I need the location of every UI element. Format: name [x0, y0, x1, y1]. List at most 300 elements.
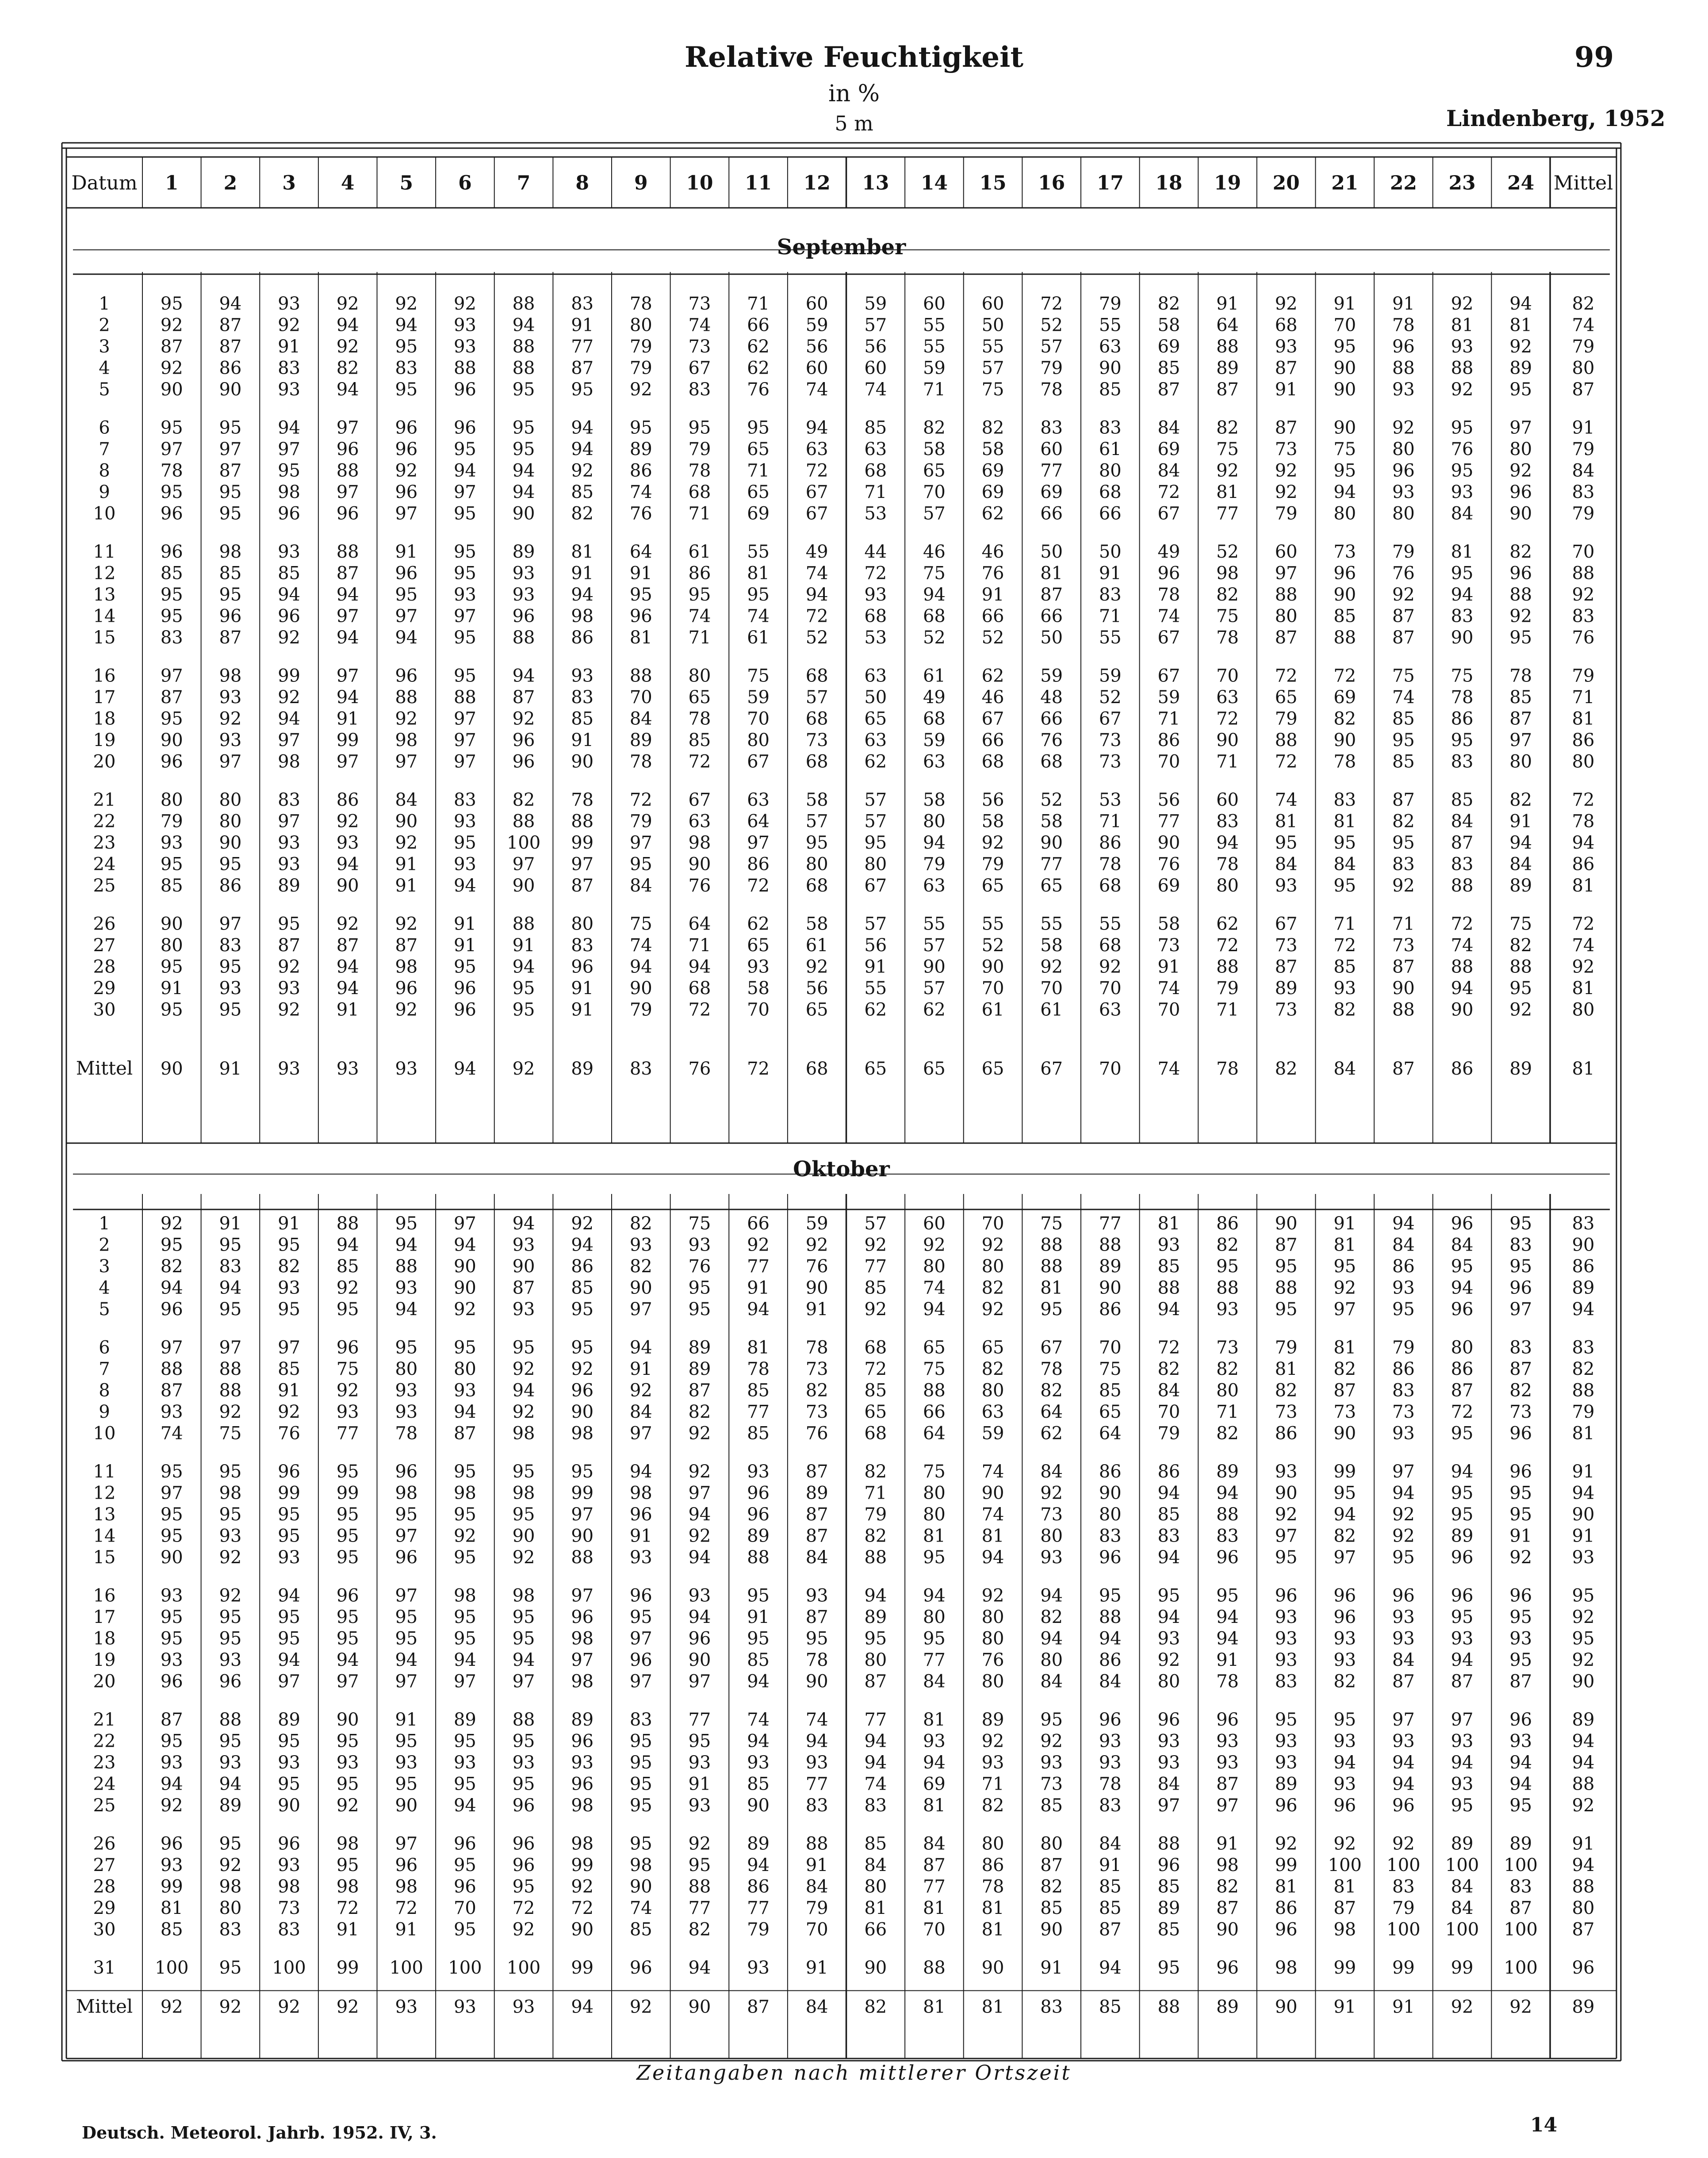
value-cell: 90: [1099, 358, 1122, 379]
value-cell: 99: [278, 666, 301, 686]
value-cell: 94: [1572, 1483, 1595, 1504]
value-cell: 88: [923, 1380, 946, 1401]
value-cell: 81: [1333, 1235, 1356, 1255]
value-cell: 75: [1099, 1359, 1122, 1379]
value-cell: 94: [1099, 1628, 1122, 1649]
value-cell: 95: [747, 585, 770, 605]
value-cell: 91: [395, 542, 418, 562]
value-cell: 96: [571, 1774, 594, 1795]
value-cell: 82: [1509, 1380, 1532, 1401]
value-cell: 52: [981, 628, 1004, 648]
value-cell: 94: [688, 1607, 711, 1627]
value-cell: 93: [453, 1752, 476, 1773]
value-cell: 96: [1157, 1710, 1180, 1730]
value-cell: 97: [1509, 417, 1532, 438]
date-cell: 14: [93, 606, 116, 627]
value-cell: 94: [1509, 1752, 1532, 1773]
value-cell: 88: [571, 1547, 594, 1568]
value-cell: 94: [512, 1380, 535, 1401]
value-cell: 79: [981, 854, 1004, 875]
value-cell: 89: [1509, 1833, 1532, 1854]
value-cell: 95: [1275, 1710, 1298, 1730]
value-cell: 93: [278, 1752, 301, 1773]
value-cell: 83: [1099, 417, 1122, 438]
value-cell: 94: [1392, 1774, 1415, 1795]
value-cell: 89: [1572, 1278, 1595, 1298]
value-cell: 58: [805, 790, 828, 810]
value-cell: 76: [981, 1650, 1004, 1670]
value-cell: 80: [923, 1607, 946, 1627]
value-cell: 95: [336, 1855, 359, 1875]
value-cell: 86: [1099, 1650, 1122, 1670]
value-cell: 93: [278, 1855, 301, 1875]
value-cell: 92: [160, 315, 183, 336]
value-cell: 71: [688, 628, 711, 648]
value-cell: 94: [1572, 1299, 1595, 1320]
value-cell: 95: [160, 1628, 183, 1649]
value-cell: 80: [1509, 439, 1532, 459]
value-cell: 93: [864, 585, 887, 605]
value-cell: 91: [747, 1278, 770, 1298]
value-cell: 75: [1333, 439, 1356, 459]
date-cell: 20: [93, 1671, 116, 1692]
value-cell: 97: [336, 751, 359, 772]
value-cell: 96: [1099, 1710, 1122, 1730]
value-cell: 63: [923, 751, 946, 772]
value-cell: 74: [864, 1774, 887, 1795]
value-cell: 93: [1392, 1628, 1415, 1649]
value-cell: 97: [747, 833, 770, 853]
value-cell: 95: [1451, 1504, 1474, 1525]
date-cell: 29: [93, 1898, 116, 1918]
value-cell: 69: [981, 482, 1004, 502]
value-cell: 88: [1275, 730, 1298, 750]
value-cell: 81: [923, 1898, 946, 1918]
value-cell: 97: [278, 811, 301, 832]
value-cell: 93: [981, 1752, 1004, 1773]
value-cell: 93: [1275, 1731, 1298, 1752]
mean-row-label: Mittel: [76, 1057, 133, 1079]
value-cell: 74: [629, 1898, 652, 1918]
value-cell: 63: [1099, 337, 1122, 357]
value-cell: 94: [336, 957, 359, 977]
value-cell: 91: [571, 315, 594, 336]
date-cell: 31: [93, 1958, 116, 1978]
value-cell: 90: [629, 1278, 652, 1298]
value-cell: 95: [395, 1628, 418, 1649]
value-cell: 92: [981, 1731, 1004, 1752]
value-cell: 74: [1572, 315, 1595, 336]
value-cell: 65: [1275, 687, 1298, 708]
value-cell: 75: [1216, 606, 1239, 627]
value-cell: 93: [160, 1650, 183, 1670]
value-cell: 95: [1509, 978, 1532, 999]
value-cell: 92: [1392, 417, 1415, 438]
value-cell: 80: [1572, 751, 1595, 772]
value-cell: 93: [512, 1752, 535, 1773]
value-cell: 90: [1333, 358, 1356, 379]
value-cell: 94: [278, 585, 301, 605]
value-cell: 79: [1572, 503, 1595, 524]
value-cell: 74: [805, 379, 828, 400]
value-cell: 86: [629, 460, 652, 481]
value-cell: 81: [1451, 542, 1474, 562]
value-cell: 91: [395, 1919, 418, 1940]
value-cell: 91: [571, 999, 594, 1020]
value-cell: 88: [1157, 1833, 1180, 1854]
value-cell: 90: [981, 1483, 1004, 1504]
value-cell: 87: [219, 628, 242, 648]
value-cell: 97: [1216, 1795, 1239, 1816]
value-cell: 85: [1157, 1919, 1180, 1940]
value-cell: 91: [1157, 957, 1180, 977]
value-cell: 90: [1572, 1235, 1595, 1255]
value-cell: 63: [1216, 687, 1239, 708]
value-cell: 94: [1451, 1278, 1474, 1298]
value-cell: 94: [571, 439, 594, 459]
value-cell: 92: [336, 1795, 359, 1816]
value-cell: 79: [629, 358, 652, 379]
value-cell: 81: [1333, 811, 1356, 832]
value-cell: 75: [629, 914, 652, 934]
value-cell: 95: [629, 1752, 652, 1773]
value-cell: 77: [1216, 503, 1239, 524]
value-cell: 66: [747, 315, 770, 336]
value-cell: 73: [1509, 1402, 1532, 1422]
value-cell: 97: [453, 1671, 476, 1692]
value-cell: 56: [864, 337, 887, 357]
value-cell: 95: [160, 606, 183, 627]
value-cell: 92: [336, 1380, 359, 1401]
value-cell: 89: [1099, 1256, 1122, 1277]
value-cell: 94: [336, 379, 359, 400]
value-cell: 96: [336, 503, 359, 524]
value-cell: 96: [629, 1585, 652, 1606]
value-cell: 72: [1333, 666, 1356, 686]
value-cell: 91: [1216, 1833, 1239, 1854]
value-cell: 94: [1572, 1731, 1595, 1752]
value-cell: 100: [1445, 1855, 1479, 1875]
value-cell: 87: [1333, 1380, 1356, 1401]
date-cell: 23: [93, 1752, 116, 1773]
value-cell: 92: [453, 1299, 476, 1320]
value-cell: 98: [453, 1483, 476, 1504]
value-cell: 97: [688, 1483, 711, 1504]
value-cell: 92: [571, 1213, 594, 1234]
value-cell: 66: [747, 1213, 770, 1234]
value-cell: 88: [1275, 585, 1298, 605]
value-cell: 91: [219, 1213, 242, 1234]
value-cell: 63: [747, 790, 770, 810]
mean-cell: 92: [629, 1997, 652, 2017]
value-cell: 81: [1157, 1213, 1180, 1234]
value-cell: 93: [336, 1402, 359, 1422]
value-cell: 70: [1099, 1337, 1122, 1358]
date-cell: 18: [93, 1628, 116, 1649]
value-cell: 81: [571, 542, 594, 562]
value-cell: 92: [395, 914, 418, 934]
value-cell: 72: [629, 790, 652, 810]
value-cell: 56: [1157, 790, 1180, 810]
mean-cell: 92: [1509, 1997, 1532, 2017]
value-cell: 98: [512, 1423, 535, 1444]
value-cell: 81: [1275, 1359, 1298, 1379]
value-cell: 94: [1040, 1585, 1063, 1606]
value-cell: 96: [1275, 1585, 1298, 1606]
value-cell: 85: [1392, 708, 1415, 729]
value-cell: 97: [571, 1504, 594, 1525]
value-cell: 87: [1392, 628, 1415, 648]
value-cell: 58: [1157, 315, 1180, 336]
mean-cell: 89: [1509, 1059, 1532, 1079]
value-cell: 57: [864, 1213, 887, 1234]
value-cell: 79: [629, 999, 652, 1020]
value-cell: 88: [512, 914, 535, 934]
value-cell: 77: [688, 1898, 711, 1918]
value-cell: 94: [629, 1337, 652, 1358]
value-cell: 58: [923, 790, 946, 810]
value-cell: 95: [219, 1504, 242, 1525]
value-cell: 94: [1572, 1752, 1595, 1773]
mean-cell: 83: [1040, 1997, 1063, 2017]
value-cell: 87: [336, 935, 359, 956]
value-cell: 68: [864, 460, 887, 481]
value-cell: 82: [1509, 790, 1532, 810]
value-cell: 65: [923, 460, 946, 481]
value-cell: 86: [571, 1256, 594, 1277]
value-cell: 55: [923, 315, 946, 336]
value-cell: 94: [747, 1855, 770, 1875]
value-cell: 71: [1216, 751, 1239, 772]
value-cell: 80: [1157, 1671, 1180, 1692]
value-cell: 94: [395, 1650, 418, 1670]
value-cell: 80: [805, 854, 828, 875]
value-cell: 95: [629, 1731, 652, 1752]
value-cell: 92: [1157, 1650, 1180, 1670]
value-cell: 72: [688, 999, 711, 1020]
value-cell: 98: [512, 1483, 535, 1504]
value-cell: 58: [1157, 914, 1180, 934]
value-cell: 73: [688, 294, 711, 314]
value-cell: 87: [1572, 379, 1595, 400]
value-cell: 95: [278, 1774, 301, 1795]
value-cell: 95: [1572, 1628, 1595, 1649]
date-cell: 16: [93, 1585, 116, 1606]
value-cell: 72: [1572, 914, 1595, 934]
value-cell: 86: [1099, 1462, 1122, 1482]
value-cell: 93: [1333, 1650, 1356, 1670]
value-cell: 95: [336, 1628, 359, 1649]
value-cell: 95: [1392, 730, 1415, 750]
value-cell: 95: [1451, 417, 1474, 438]
value-cell: 60: [923, 294, 946, 314]
footer-number: 14: [1530, 2114, 1558, 2136]
value-cell: 88: [512, 358, 535, 379]
value-cell: 90: [1099, 1278, 1122, 1298]
value-cell: 77: [923, 1876, 946, 1897]
value-cell: 71: [864, 482, 887, 502]
value-cell: 95: [864, 1628, 887, 1649]
value-cell: 76: [805, 1423, 828, 1444]
value-cell: 81: [1572, 876, 1595, 896]
value-cell: 93: [747, 1752, 770, 1773]
value-cell: 96: [571, 1380, 594, 1401]
value-cell: 50: [1040, 542, 1063, 562]
date-cell: 5: [99, 1299, 110, 1320]
value-cell: 83: [219, 935, 242, 956]
value-cell: 90: [512, 503, 535, 524]
value-cell: 95: [512, 1876, 535, 1897]
value-cell: 83: [1216, 1526, 1239, 1546]
value-cell: 57: [864, 914, 887, 934]
value-cell: 95: [688, 1278, 711, 1298]
value-cell: 94: [512, 482, 535, 502]
date-cell: 30: [93, 999, 116, 1020]
value-cell: 92: [278, 687, 301, 708]
value-cell: 68: [1099, 482, 1122, 502]
value-cell: 93: [1275, 337, 1298, 357]
value-cell: 55: [981, 914, 1004, 934]
value-cell: 74: [1275, 790, 1298, 810]
value-cell: 84: [805, 1547, 828, 1568]
value-cell: 92: [1509, 1547, 1532, 1568]
value-cell: 85: [688, 730, 711, 750]
value-cell: 88: [1451, 957, 1474, 977]
value-cell: 95: [805, 833, 828, 853]
value-cell: 95: [1451, 563, 1474, 584]
value-cell: 92: [1392, 1833, 1415, 1854]
value-cell: 88: [336, 460, 359, 481]
value-cell: 82: [981, 1795, 1004, 1816]
value-cell: 95: [219, 1299, 242, 1320]
value-cell: 77: [747, 1898, 770, 1918]
hour-header: 2: [223, 172, 237, 195]
value-cell: 95: [453, 1337, 476, 1358]
value-cell: 87: [1509, 1898, 1532, 1918]
value-cell: 98: [395, 1876, 418, 1897]
value-cell: 68: [864, 606, 887, 627]
value-cell: 87: [1392, 957, 1415, 977]
value-cell: 90: [512, 1256, 535, 1277]
value-cell: 67: [1040, 1337, 1063, 1358]
value-cell: 97: [453, 730, 476, 750]
value-cell: 88: [747, 1547, 770, 1568]
value-cell: 89: [1451, 1833, 1474, 1854]
value-cell: 92: [336, 337, 359, 357]
value-cell: 82: [864, 1462, 887, 1482]
value-cell: 90: [1216, 730, 1239, 750]
value-cell: 66: [1040, 503, 1063, 524]
value-cell: 92: [864, 1299, 887, 1320]
value-cell: 60: [864, 358, 887, 379]
hour-header: 13: [862, 172, 889, 195]
value-cell: 95: [1509, 1650, 1532, 1670]
value-cell: 85: [1040, 1795, 1063, 1816]
value-cell: 71: [1099, 606, 1122, 627]
value-cell: 87: [1216, 1774, 1239, 1795]
value-cell: 87: [1040, 1855, 1063, 1875]
value-cell: 93: [1392, 1731, 1415, 1752]
value-cell: 81: [923, 1526, 946, 1546]
date-cell: 10: [93, 503, 116, 524]
value-cell: 74: [923, 1278, 946, 1298]
value-cell: 98: [629, 1483, 652, 1504]
value-cell: 93: [219, 730, 242, 750]
value-cell: 85: [336, 1256, 359, 1277]
value-cell: 91: [629, 1526, 652, 1546]
value-cell: 94: [453, 1650, 476, 1670]
value-cell: 93: [278, 379, 301, 400]
value-cell: 94: [336, 315, 359, 336]
value-cell: 95: [1275, 1547, 1298, 1568]
value-cell: 87: [1451, 1671, 1474, 1692]
value-cell: 87: [219, 460, 242, 481]
value-cell: 52: [805, 628, 828, 648]
value-cell: 94: [864, 1585, 887, 1606]
value-cell: 95: [160, 1526, 183, 1546]
value-cell: 86: [1451, 1359, 1474, 1379]
value-cell: 81: [923, 1710, 946, 1730]
value-cell: 95: [1333, 1256, 1356, 1277]
value-cell: 58: [805, 914, 828, 934]
value-cell: 72: [512, 1898, 535, 1918]
value-cell: 74: [747, 1710, 770, 1730]
value-cell: 52: [1099, 687, 1122, 708]
value-cell: 100: [389, 1958, 423, 1978]
value-cell: 68: [1275, 315, 1298, 336]
hour-header: 17: [1096, 172, 1124, 195]
value-cell: 96: [395, 666, 418, 686]
value-cell: 94: [160, 1278, 183, 1298]
value-cell: 80: [981, 1671, 1004, 1692]
value-cell: 90: [1333, 379, 1356, 400]
value-cell: 93: [219, 1650, 242, 1670]
value-cell: 91: [1099, 563, 1122, 584]
value-cell: 95: [1333, 833, 1356, 853]
value-cell: 87: [1451, 833, 1474, 853]
value-cell: 90: [747, 1795, 770, 1816]
value-cell: 57: [864, 811, 887, 832]
mean-cell: 65: [923, 1059, 946, 1079]
value-cell: 90: [1451, 628, 1474, 648]
value-cell: 95: [219, 1628, 242, 1649]
value-cell: 95: [923, 1628, 946, 1649]
value-cell: 78: [629, 294, 652, 314]
value-cell: 68: [805, 666, 828, 686]
value-cell: 80: [1572, 358, 1595, 379]
hour-header: 9: [634, 172, 648, 195]
value-cell: 92: [395, 999, 418, 1020]
value-cell: 77: [805, 1774, 828, 1795]
value-cell: 86: [1392, 1256, 1415, 1277]
value-cell: 89: [629, 439, 652, 459]
date-cell: 7: [99, 439, 110, 459]
value-cell: 92: [160, 1213, 183, 1234]
value-cell: 79: [1275, 708, 1298, 729]
value-cell: 96: [1392, 337, 1415, 357]
value-cell: 95: [512, 1607, 535, 1627]
value-cell: 97: [512, 854, 535, 875]
value-cell: 92: [512, 1402, 535, 1422]
value-cell: 66: [864, 1919, 887, 1940]
value-cell: 55: [923, 914, 946, 934]
value-cell: 74: [629, 935, 652, 956]
value-cell: 76: [981, 563, 1004, 584]
mean-cell: 87: [1392, 1059, 1415, 1079]
value-cell: 56: [864, 935, 887, 956]
value-cell: 95: [747, 1628, 770, 1649]
value-cell: 94: [219, 294, 242, 314]
